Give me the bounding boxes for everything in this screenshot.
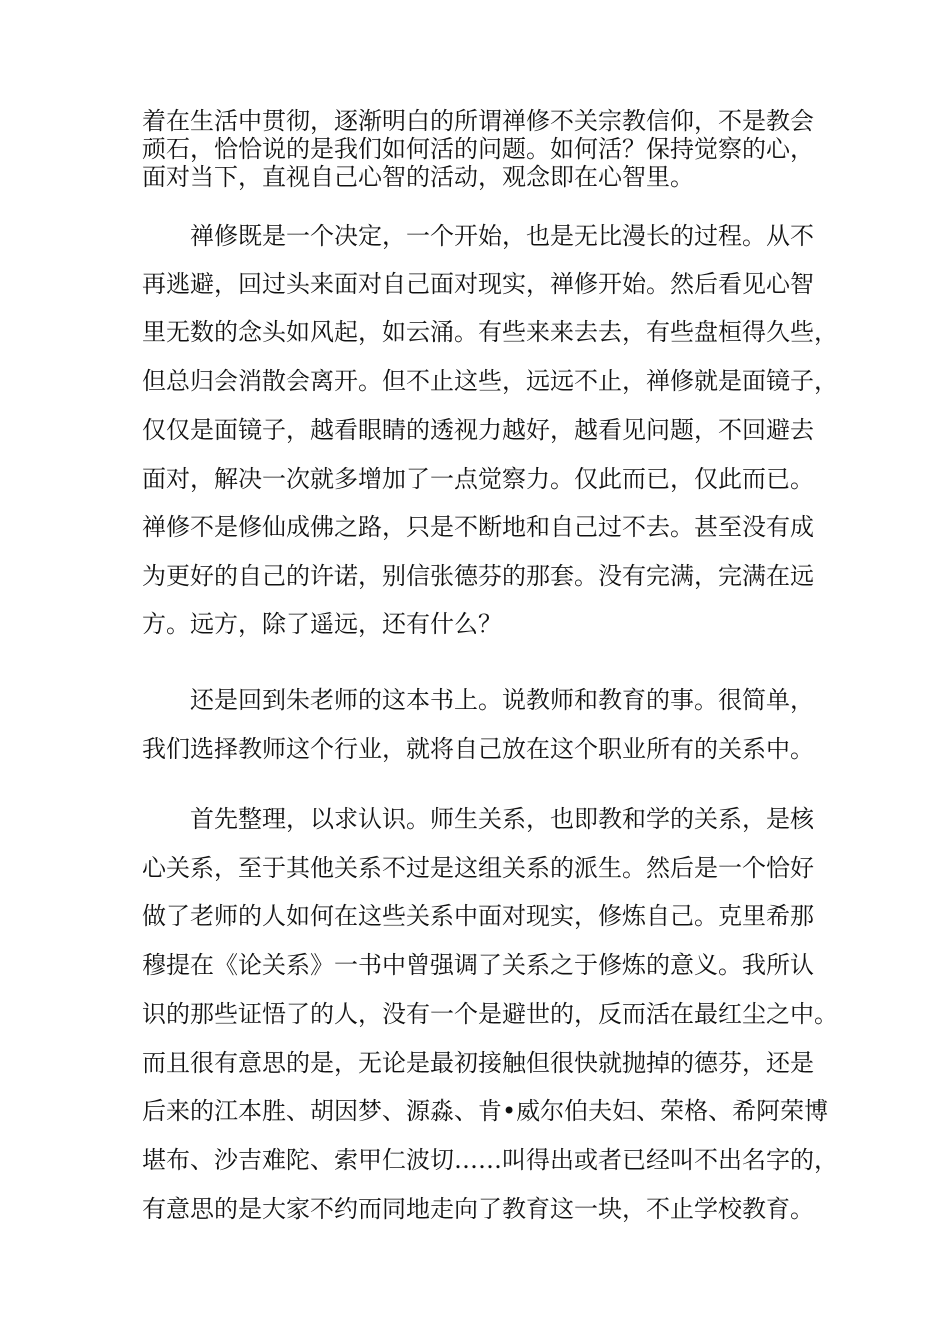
text-line: 我们选择教师这个行业，就将自己放在这个职业所有的关系中。	[142, 735, 814, 763]
text-line: 里无数的念头如风起，如云涌。有些来来去去，有些盘桓得久些，	[142, 318, 838, 346]
text-line: 禅修既是一个决定，一个开始，也是无比漫长的过程。从不	[190, 222, 814, 250]
text-line: 心关系，至于其他关系不过是这组关系的派生。然后是一个恰好	[142, 854, 814, 882]
text-line: 仅仅是面镜子，越看眼睛的透视力越好，越看见问题，不回避去	[142, 416, 814, 444]
text-line: 识的那些证悟了的人，没有一个是避世的，反而活在最红尘之中。	[142, 1000, 838, 1028]
text-line: 做了老师的人如何在这些关系中面对现实，修炼自己。克里希那	[142, 902, 814, 930]
text-line: 面对，解决一次就多增加了一点觉察力。仅此而已，仅此而已。	[142, 465, 814, 493]
text-line: 堪布、沙吉难陀、索甲仁波切……叫得出或者已经叫不出名字的，	[142, 1146, 838, 1174]
text-line: 而且很有意思的是，无论是最初接触但很快就抛掉的德芬，还是	[142, 1049, 814, 1077]
text-line: 方。远方，除了遥远，还有什么？	[142, 610, 502, 638]
text-line: 再逃避，回过头来面对自己面对现实，禅修开始。然后看见心智	[142, 270, 814, 298]
text-line: 还是回到朱老师的这本书上。说教师和教育的事。很简单，	[190, 686, 814, 714]
text-line: 为更好的自己的许诺，别信张德芬的那套。没有完满，完满在远	[142, 562, 814, 590]
text-line: 面对当下，直视自己心智的活动，观念即在心智里。	[142, 163, 694, 191]
text-line: 后来的江本胜、胡因梦、源淼、肯•威尔伯夫妇、荣格、希阿荣博	[142, 1097, 829, 1125]
text-line: 穆提在《论关系》一书中曾强调了关系之于修炼的意义。我所认	[142, 951, 814, 979]
text-line: 但总归会消散会离开。但不止这些，远远不止，禅修就是面镜子，	[142, 367, 838, 395]
text-line: 顽石，恰恰说的是我们如何活的问题。如何活？保持觉察的心，	[142, 135, 814, 163]
text-line: 首先整理，以求认识。师生关系，也即教和学的关系，是核	[190, 805, 814, 833]
text-line: 着在生活中贯彻，逐渐明白的所谓禅修不关宗教信仰，不是教会	[142, 107, 814, 135]
text-line: 有意思的是大家不约而同地走向了教育这一块，不止学校教育。	[142, 1195, 814, 1223]
text-line: 禅修不是修仙成佛之路，只是不断地和自己过不去。甚至没有成	[142, 513, 814, 541]
